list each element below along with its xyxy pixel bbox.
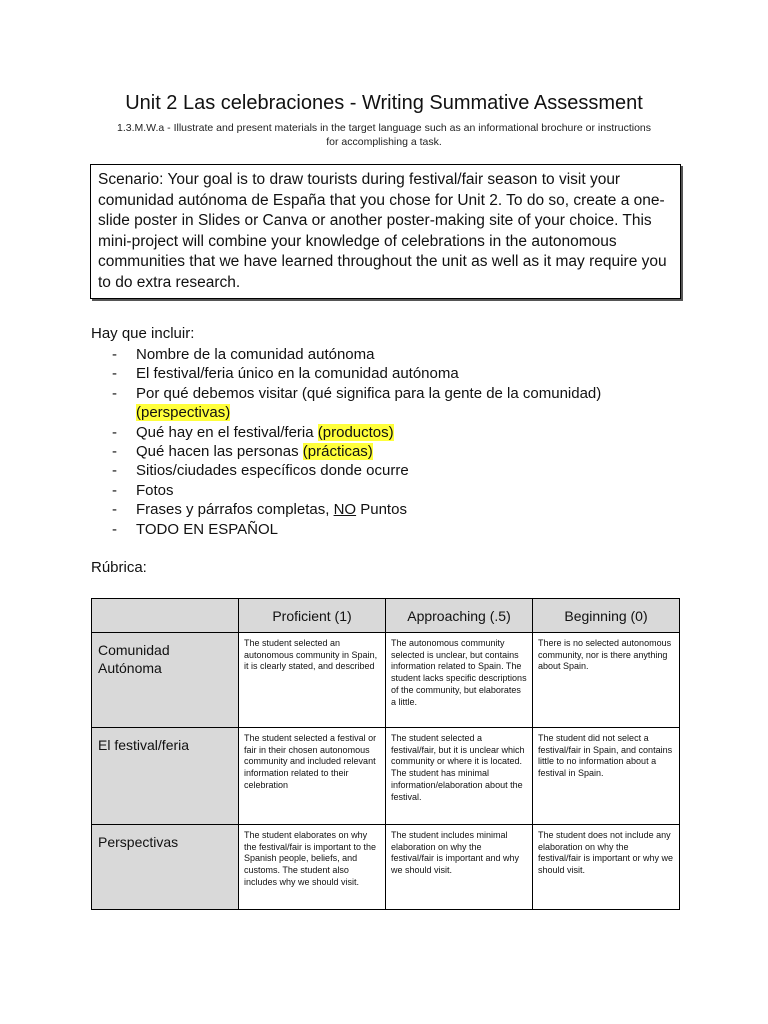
- approaching-cell: The autonomous community selected is unclear, but contains information related to Spain. The student lacks specific descriptions of the community, but elaborates a little.: [386, 633, 533, 728]
- scenario-box: Scenario: Your goal is to draw tourists during festival/fair season to visit your comunidad autónoma de España that you chose for Unit 2. To do so, create a one-slide poster in Slides or Canva or another poster-making site of your choice. This mini-project will combine your knowledge of celebrations in the autonomous communities that we have learned throughout the unit as well as it may require you to do extra research.: [90, 164, 681, 299]
- proficient-cell: The student selected an autonomous community in Spain, it is clearly stated, and described: [239, 633, 386, 728]
- approaching-cell: The student includes minimal elaboration on why the festival/fair is important and why we should visit.: [386, 825, 533, 910]
- include-list: [112, 345, 672, 539]
- rubric-header-row: [92, 599, 680, 633]
- table-row: [92, 633, 680, 728]
- rubric-header-blank: [92, 599, 239, 633]
- rubric-table: [91, 598, 680, 910]
- beginning-cell: The student did not select a festival/fair in Spain, and contains little to no information about a festival in Spain.: [533, 728, 680, 825]
- list-item: - Qué hacen las personas (prácticas): [112, 442, 672, 461]
- rubric-heading: Rúbrica:: [91, 559, 147, 576]
- list-item: - Nombre de la comunidad autónoma: [112, 345, 672, 364]
- criterion-cell: El festival/feria: [92, 728, 239, 825]
- include-heading: Hay que incluir:: [91, 325, 195, 342]
- highlight-practicas: (prácticas): [302, 443, 373, 461]
- table-row: [92, 728, 680, 825]
- highlight-productos: (productos): [317, 423, 394, 441]
- rubric-header-beginning: Beginning (0): [533, 599, 680, 633]
- beginning-cell: There is no selected autonomous community, nor is there anything about Spain.: [533, 633, 680, 728]
- list-item: - Sitios/ciudades específicos donde ocurre: [112, 461, 672, 480]
- criterion-cell: Perspectivas: [92, 825, 239, 910]
- highlight-perspectivas: (perspectivas): [136, 404, 231, 422]
- list-item: - Fotos: [112, 481, 672, 500]
- proficient-cell: The student selected a festival or fair in their chosen autonomous community and included relevant information related to their celebration: [239, 728, 386, 825]
- beginning-cell: The student does not include any elaboration on why the festival/fair is important or why we should visit.: [533, 825, 680, 910]
- standard-line-1: 1.3.M.W.a - Illustrate and present materials in the target language such as an informational brochure or instructions: [116, 122, 652, 134]
- list-item: - Por qué debemos visitar (qué significa para la gente de la comunidad) (perspectivas): [112, 384, 672, 423]
- standard-description: [110, 121, 658, 149]
- proficient-cell: The student elaborates on why the festival/fair is important to the Spanish people, beliefs, and customs. The student also includes why we should visit.: [239, 825, 386, 910]
- page-title: Unit 2 Las celebraciones - Writing Summative Assessment: [125, 92, 643, 114]
- list-item: - Qué hay en el festival/feria (productos): [112, 423, 672, 442]
- list-item: - El festival/feria único en la comunidad autónoma: [112, 364, 672, 383]
- list-item: - Frases y párrafos completas, NO Puntos: [112, 500, 672, 519]
- criterion-cell: Comunidad Autónoma: [92, 633, 239, 728]
- table-row: [92, 825, 680, 910]
- approaching-cell: The student selected a festival/fair, but it is unclear which community or where it is located. The student has minimal information/elaboration about the festival.: [386, 728, 533, 825]
- standard-line-2: for accomplishing a task.: [326, 136, 442, 148]
- rubric-header-proficient: Proficient (1): [239, 599, 386, 633]
- underlined-no: NO: [333, 501, 357, 519]
- rubric-header-approaching: Approaching (.5): [386, 599, 533, 633]
- list-item: - TODO EN ESPAÑOL: [112, 520, 672, 539]
